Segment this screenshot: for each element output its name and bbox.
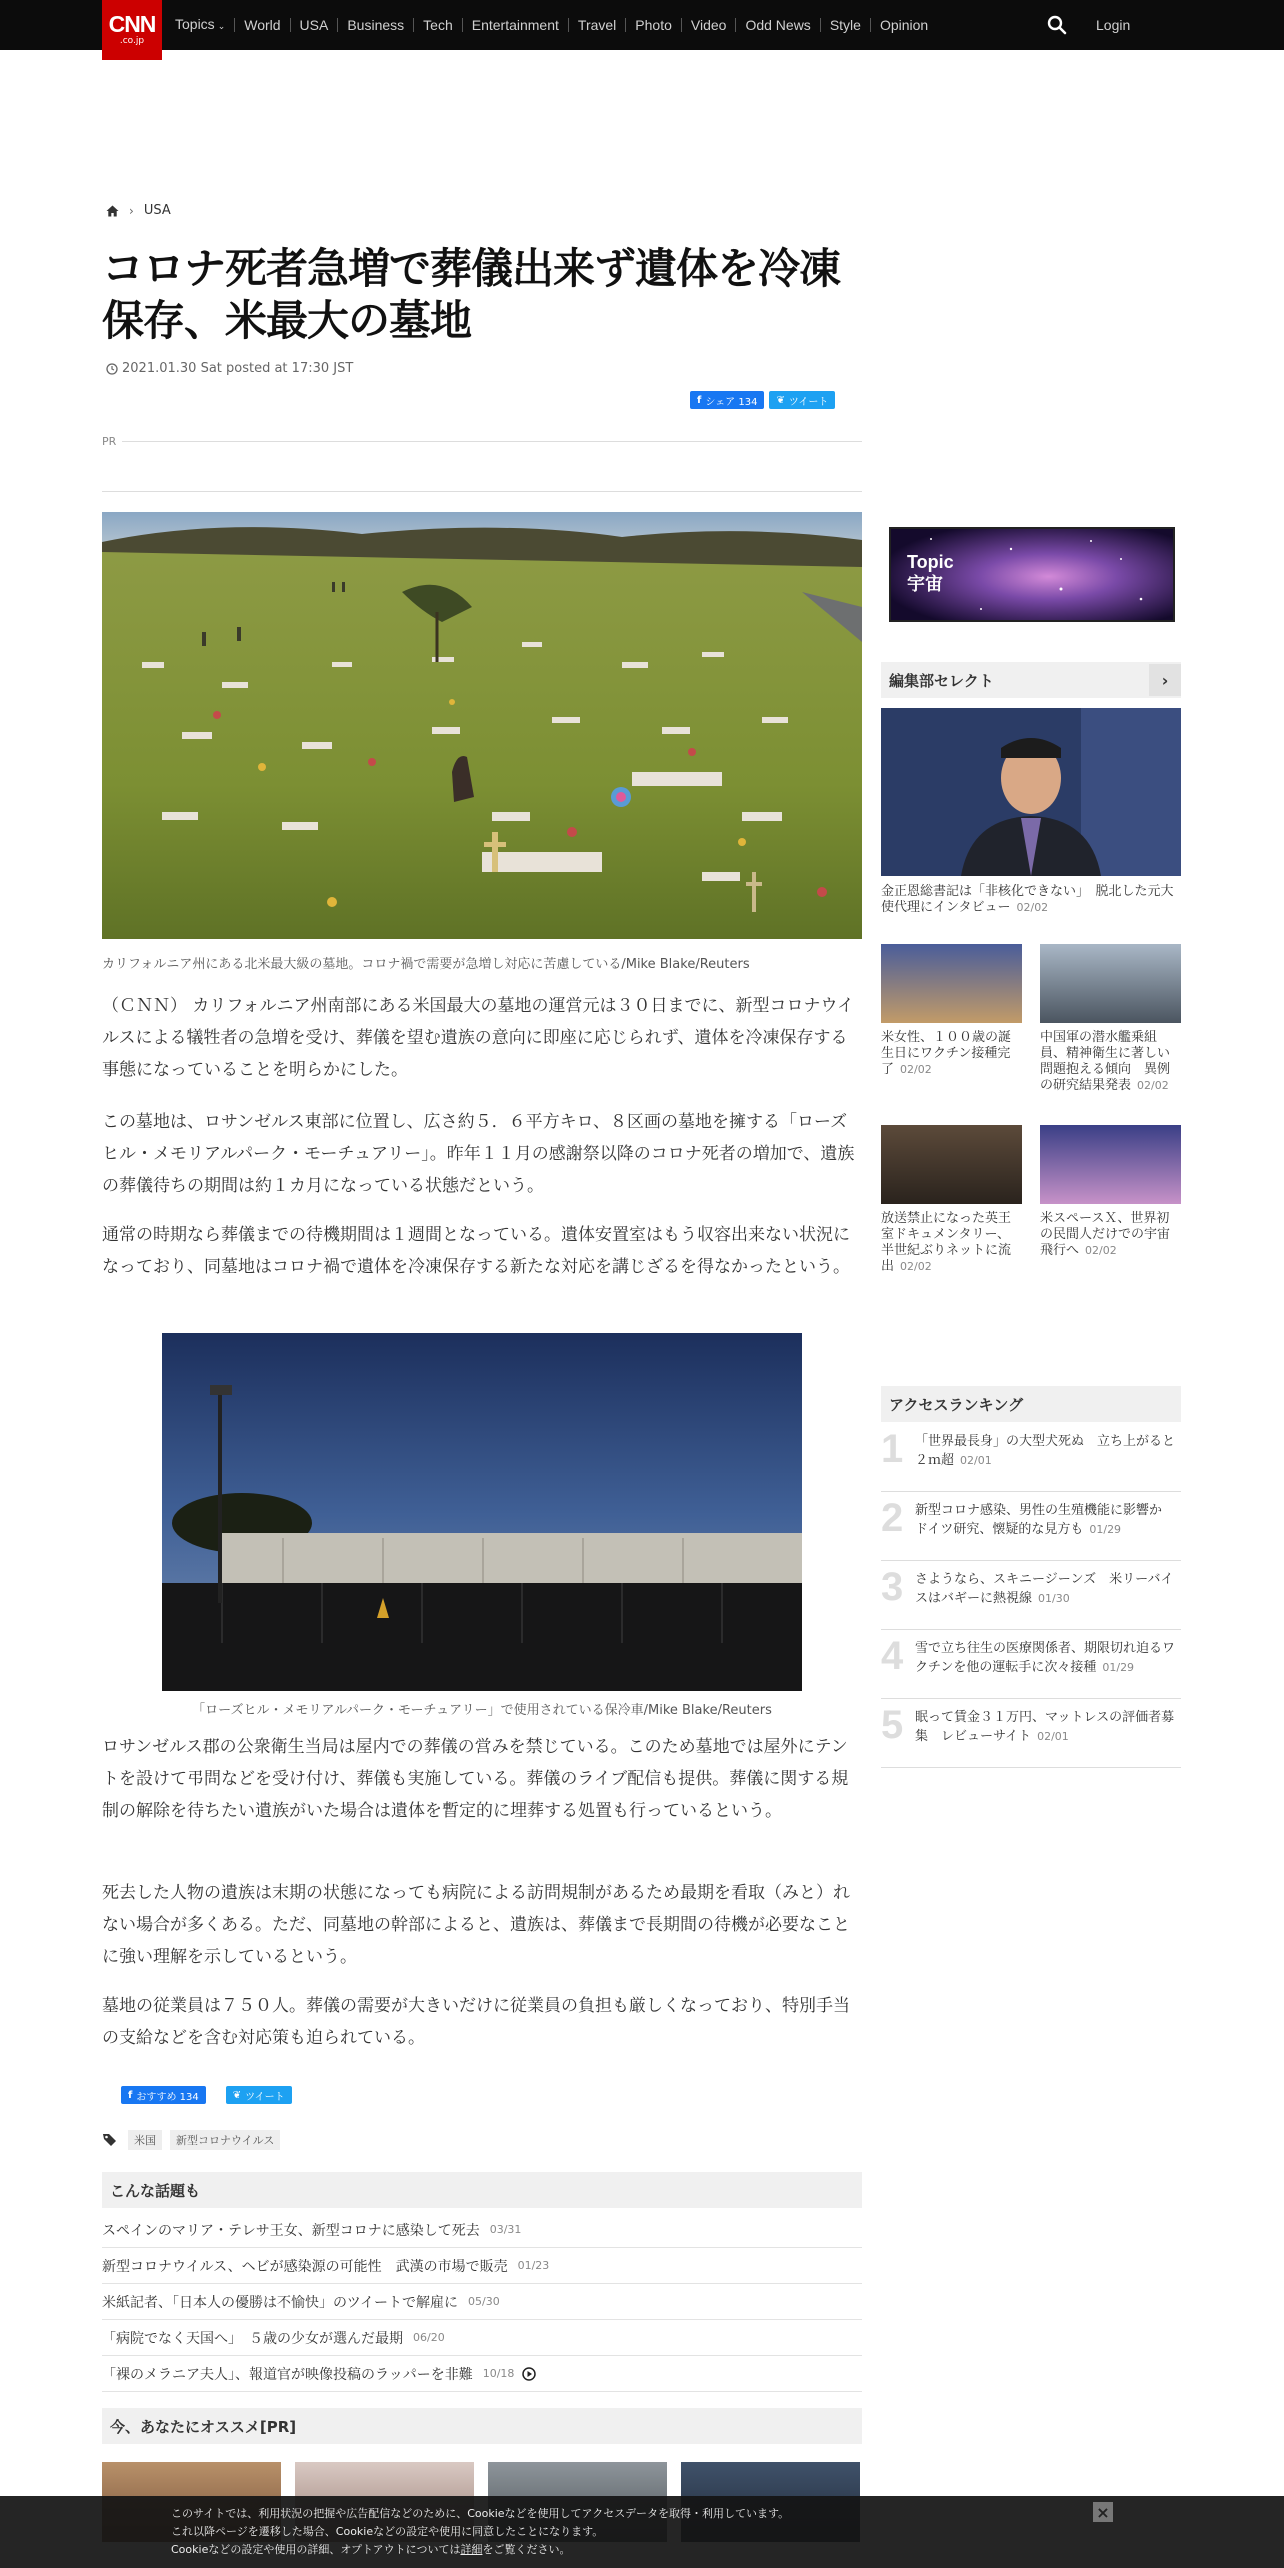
rank-number: 1 [881,1427,904,1471]
article-paragraph-1: （ＣＮＮ） カリフォルニア州南部にある米国最大の墓地の運営元は３０日までに、新型コロナウイルスによる犠牲者の急増を受け、葬儀を望む遺族の意向に即座に応じられず、遺体を冷凍保存する事態になっていることを明らかにした。 [102,996,855,1080]
article-date-text: 2021.01.30 Sat posted at 17:30 JST [122,361,354,376]
tags-icon [102,2132,118,2148]
article-paragraph-5: 死去した人物の遺族は末期の状態になっても病院による訪問規制があるため最期を看取（みと）れない場合が多くある。ただ、同墓地の幹部によると、遺族は、葬儀まで長期間の待機が必要なことに強い理解を示しているという。 [102,1883,850,1967]
tag-usa[interactable]: 米国 [128,2130,162,2150]
editors-item-title: 金正恩総書記は「非核化できない」 脱北した元大使代理にインタビュー [881,884,1174,915]
logo-text: CNN [108,11,156,37]
breadcrumb-section[interactable]: USA [143,203,171,218]
related-list [102,2212,862,2392]
ranking-item-1[interactable] [881,1428,1181,1492]
editors-thumbnail-2[interactable] [881,944,1022,1023]
divider [102,491,862,492]
article-paragraph-2: この墓地は、ロサンゼルス東部に位置し、広さ約５．６平方キロ、８区画の墓地を擁する「ローズヒル・メモリアルパーク・モーチュアリー」。昨年１１月の感謝祭以降のコロナ死者の増加で、遺族の葬儀待ちの期間は約１カ月になっている状態だという。 [102,1112,855,1196]
related-heading: こんな話題も [102,2172,862,2208]
refrigerated-trucks-photo [162,1333,802,1691]
editors-item-1[interactable] [881,884,1181,916]
facebook-recommend-button[interactable] [121,2086,206,2104]
editors-select-title: 編集部セレクト [889,671,994,690]
editors-main-photo[interactable] [881,708,1181,876]
editors-select-heading [881,662,1181,698]
editors-item-date: 02/02 [900,1063,932,1076]
cnn-logo[interactable] [102,0,162,60]
ranking-title: アクセスランキング [889,1395,1024,1414]
chevron-right-icon[interactable]: › [1149,664,1181,696]
cookie-line-3 [171,2541,931,2559]
nav-travel[interactable]: Travel [568,18,625,32]
related-item-date: 01/23 [517,2259,550,2272]
article-title-line2: 保存、米最大の墓地 [102,296,472,345]
login-link[interactable]: Login [1096,17,1131,33]
editors-item-4[interactable] [881,1211,1022,1275]
rank-number: 5 [881,1703,904,1747]
search-icon[interactable] [1047,15,1067,35]
facebook-icon: f [128,2089,133,2101]
facebook-icon: f [697,394,702,406]
topic-label [907,551,954,595]
divider [122,441,862,442]
photo1-caption: カリフォルニア州にある北米最大級の墓地。コロナ禍で需要が急増し対応に苦慮している/Mike Blake/Reuters [102,957,750,972]
list-item[interactable] [102,2284,862,2320]
article-paragraph-6: 墓地の従業員は７５０人。葬儀の需要が大きいだけに従業員の負担も厳しくなっており、特別手当の支給などを含む対応策も迫られている。 [102,1996,850,2048]
rank-title: 雪で立ち往生の医療関係者、期限切れ迫るワクチンを他の運転手に次々接種 [915,1641,1176,1675]
cookie-line-3-end: をご覧ください。 [482,2543,571,2556]
tweet-label: ツイート [245,2091,285,2103]
article-date [106,361,353,376]
facebook-recommend-label: おすすめ 134 [136,2091,199,2103]
rank-number: 4 [881,1634,904,1678]
related-item-title: スペインのマリア・テレサ王女、新型コロナに感染して死去 [102,2222,480,2239]
logo-subtext: .co.jp [119,36,145,46]
editors-item-title: 米女性、１００歳の誕生日にワクチン接種完了 [881,1030,1012,1077]
nav-world[interactable]: World [234,18,289,32]
cookie-details-link[interactable]: 詳細 [460,2543,483,2556]
related-item-title: 新型コロナウイルス、ヘビが感染源の可能性 武漢の市場で販売 [102,2258,508,2275]
breadcrumb [106,203,171,218]
ranking-item-3[interactable] [881,1566,1181,1630]
photo2-caption: 「ローズヒル・メモリアルパーク・モーチュアリー」で使用されている保冷車/Mike Blake/Reuters [192,1703,772,1718]
editors-item-title: 中国軍の潜水艦乗組員、精神衛生に著しい問題抱える傾向 異例の研究結果発表 [1040,1030,1171,1093]
rank-number: 2 [881,1496,904,1540]
nav-tech[interactable]: Tech [413,18,462,32]
top-navbar [0,0,1284,50]
list-item[interactable] [102,2320,862,2356]
ranking-item-2[interactable] [881,1497,1181,1561]
list-item[interactable] [102,2356,862,2392]
cookie-text [171,2505,931,2559]
topic-space-banner[interactable] [889,527,1175,622]
facebook-share-button[interactable] [690,391,764,409]
list-item[interactable] [102,2248,862,2284]
topic-label-line2: 宇宙 [907,574,943,594]
related-item-date: 05/30 [468,2295,500,2308]
rank-date: 02/01 [1037,1730,1069,1743]
clock-icon [106,363,118,375]
close-icon[interactable]: × [1093,2502,1113,2522]
rank-date: 01/30 [1038,1592,1070,1605]
nav-entertainment[interactable]: Entertainment [462,18,568,32]
tweet-label: ツイート [788,396,829,408]
nav-opinion[interactable]: Opinion [870,18,937,32]
chevron-down-icon: ⌄ [217,21,226,31]
article-title-line1: コロナ死者急増で葬儀出来ず遺体を冷凍 [102,244,841,293]
share-buttons-bottom [121,2086,292,2104]
nav-photo[interactable]: Photo [625,18,681,32]
editors-item-title: 米スペースＸ、世界初の民間人だけでの宇宙飛行へ [1040,1211,1171,1258]
twitter-bird-icon: ❦ [232,2089,242,2101]
chevron-right-icon: › [129,203,134,218]
home-icon[interactable] [106,205,119,217]
cookie-line-3-text: Cookieなどの設定や使用の詳細、オプトアウトについては [171,2543,461,2556]
rank-date: 01/29 [1089,1523,1122,1536]
editors-item-3[interactable] [1040,1030,1181,1094]
rank-title: 眠って賃金３１万円、マットレスの評価者募集 レビューサイト [915,1710,1175,1744]
related-item-title: 「病院でなく天国へ」 ５歳の少女が選んだ最期 [102,2330,403,2347]
related-item-date: 10/18 [482,2367,515,2380]
article-paragraph-3: 通常の時期なら葬儀までの待機期間は１週間となっている。遺体安置室はもう収容出来ない状況になっており、同墓地はコロナ禍で遺体を冷凍保存する新たな対応を講じざるを得なかったという。 [102,1225,850,1277]
editors-thumbnail-3[interactable] [1040,944,1181,1023]
list-item[interactable] [102,2212,862,2248]
nav-business[interactable]: Business [337,18,413,32]
nav-topics-label: Topics [175,16,215,32]
rank-date: 02/01 [960,1454,992,1467]
editors-thumbnail-5[interactable] [1040,1125,1181,1204]
tweet-button-bottom[interactable] [226,2086,292,2104]
cookie-line-1: このサイトでは、利用状況の把握や広告配信などのために、Cookieなどを使用してアクセスデータを取得・利用しています。 [171,2507,790,2520]
article-title [102,243,862,347]
rank-title: 新型コロナ感染、男性の生殖機能に影響か ドイツ研究、懐疑的な見方も [915,1503,1176,1537]
article-paragraph-4: ロサンゼルス郡の公衆衛生当局は屋内での葬儀の営みを禁じている。このため墓地では屋外にテントを設けて弔問などを受け付け、葬儀も実施している。葬儀のライブ配信も提供。葬儀に関する規制の解除を待ちたい遺族がいた場合は遺体を暫定的に埋葬する処置も行っているという。 [102,1737,849,1821]
tag-covid[interactable]: 新型コロナウイルス [170,2130,280,2150]
editors-item-date: 02/02 [1137,1079,1169,1092]
editors-item-date: 02/02 [1016,901,1049,914]
editors-item-title: 放送禁止になった英王室ドキュメンタリー、半世紀ぶりネットに流出 [881,1211,1012,1274]
related-item-date: 03/31 [489,2223,522,2236]
editors-item-date: 02/02 [1085,1244,1117,1257]
editors-item-date: 02/02 [900,1260,932,1273]
related-item-title: 「裸のメラニア夫人」、報道官が映像投稿のラッパーを非難 [102,2366,473,2383]
nav-style[interactable]: Style [820,18,870,32]
rank-title: さようなら、スキニージーンズ 米リーバイスはバギーに熱視線 [915,1572,1174,1606]
editors-thumbnail-4[interactable] [881,1125,1022,1204]
facebook-share-label: シェア 134 [705,396,758,408]
rank-number: 3 [881,1565,904,1609]
share-buttons-top [690,391,835,409]
ranking-heading [881,1386,1181,1422]
nav-usa[interactable]: USA [290,18,338,32]
editors-item-2[interactable] [881,1030,1022,1078]
cookie-line-2: これ以降ページを遷移した場合、Cookieなどの設定や使用に同意したことになります。 [171,2525,604,2538]
editors-item-5[interactable] [1040,1211,1181,1259]
ranking-item-4[interactable] [881,1635,1181,1699]
twitter-bird-icon: ❦ [776,394,785,406]
related-item-date: 06/20 [413,2331,445,2344]
topic-label-line1: Topic [907,552,954,572]
cemetery-photo [102,512,862,939]
rank-date: 01/29 [1102,1661,1135,1674]
tweet-button[interactable] [769,391,835,409]
nav-video[interactable]: Video [681,18,736,32]
nav-odd-news[interactable]: Odd News [735,18,819,32]
video-play-icon [522,2367,536,2381]
pr-label: PR [102,435,117,448]
article-tags [102,2130,288,2150]
cookie-consent-banner [0,2496,1284,2568]
nav-topics[interactable] [174,17,234,33]
ranking-item-5[interactable] [881,1704,1181,1768]
related-item-title: 米紙記者、「日本人の優勝は不愉快」のツイートで解雇に [102,2294,459,2311]
nav-links [174,0,937,50]
rank-title: 「世界最長身」の大型犬死ぬ 立ち上がると２ｍ超 [915,1434,1176,1468]
recommend-heading: 今、あなたにオススメ[PR] [102,2408,862,2444]
